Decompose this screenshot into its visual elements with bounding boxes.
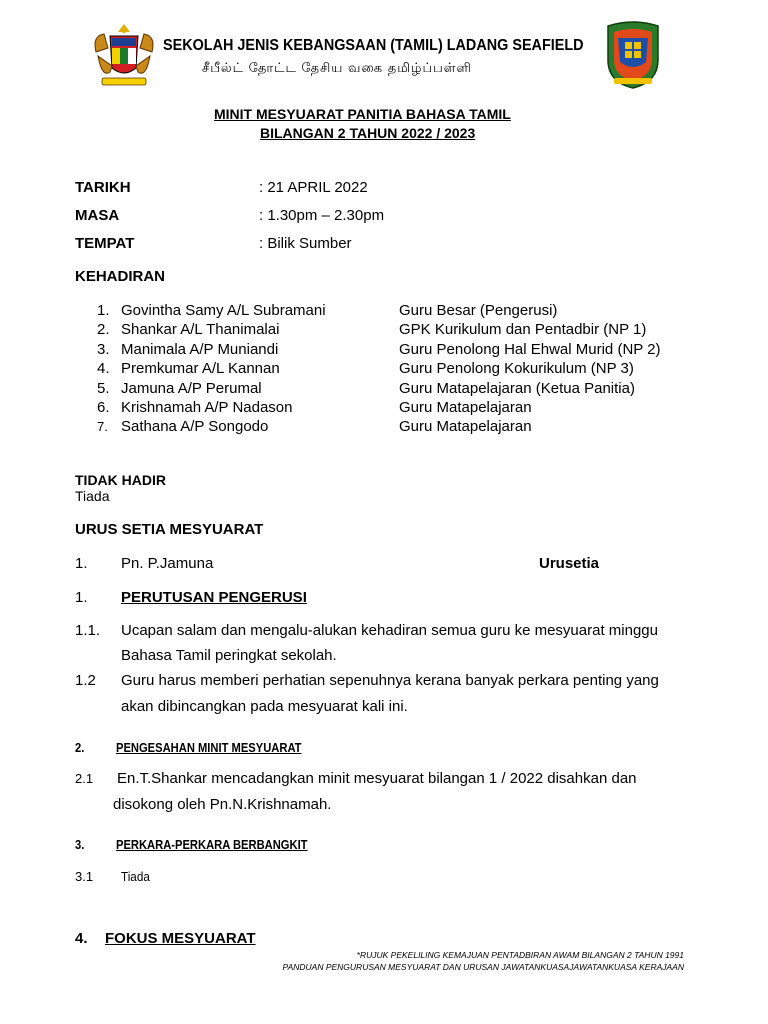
date-value: : 21 APRIL 2022 [259,179,368,196]
attendance-row [97,418,532,435]
time-label: MASA [75,207,120,224]
attendee-name: Krishnamah A/P Nadason [121,399,293,416]
attendance-row [97,341,661,358]
secretariat-number: 1. [75,555,88,572]
item-1-1-line1: Ucapan salam dan mengalu-alukan kehadiran semua guru ke mesyuarat minggu [121,622,658,639]
date-label: TARIKH [75,179,131,196]
secretariat-role: Urusetia [539,555,600,572]
attendance-row [97,380,635,397]
footer-reference-line2: PANDUAN PENGURUSAN MESYUARAT DAN URUSAN JAWATANKUASAJAWATANKUASA KERAJAAN [282,962,684,972]
attendee-role: Guru Matapelajaran (Ketua Panitia) [399,380,635,397]
row-number: 1. [97,302,110,319]
attendee-name: Premkumar A/L Kannan [121,360,280,377]
attendance-row [97,302,558,319]
attendee-role: Guru Matapelajaran [399,418,532,435]
item-2-1-number: 2.1 [75,771,94,786]
row-number: 5. [97,380,110,397]
attendance-heading: KEHADIRAN [75,268,165,285]
attendee-name: Govintha Samy A/L Subramani [121,302,326,319]
item-1-1-line2: Bahasa Tamil peringkat sekolah. [121,647,337,664]
attendee-role: Guru Matapelajaran [399,399,532,416]
attendee-role: Guru Besar (Pengerusi) [399,302,558,319]
school-name: SEKOLAH JENIS KEBANGSAAN (TAMIL) LADANG SEAFIELD [163,37,584,54]
section1-number: 1. [75,589,88,606]
venue-label: TEMPAT [75,235,135,252]
coat-of-arms-logo [88,22,160,90]
row-number: 3. [97,341,110,358]
section2-heading: PENGESAHAN MINIT MESYUARAT [116,740,302,755]
time-value: : 1.30pm – 2.30pm [259,207,385,224]
secretariat-name: Pn. P.Jamuna [121,555,214,572]
item-3-1-number: 3.1 [75,869,94,884]
row-number: 6. [97,399,110,416]
row-number: 7. [97,419,108,434]
attendee-role: GPK Kurikulum dan Pentadbir (NP 1) [399,321,647,338]
section4-heading: FOKUS MESYUARAT [105,930,256,947]
school-name-tamil: சீபீல்ட் தோட்ட தேசிய வகை தமிழ்ப்பள்ளி [202,60,472,75]
item-1-1-number: 1.1. [75,622,101,639]
section2-number: 2. [75,740,85,755]
attendance-row [97,360,634,377]
attendee-name: Sathana A/P Songodo [121,418,269,435]
item-2-1-line1: En.T.Shankar mencadangkan minit mesyuarat bilangan 1 / 2022 disahkan dan [117,770,637,787]
item-2-1-line2: disokong oleh Pn.N.Krishnamah. [113,796,332,813]
section1-heading: PERUTUSAN PENGERUSI [121,589,307,606]
section3-heading: PERKARA-PERKARA BERBANGKIT [116,837,308,852]
attendance-row [97,399,532,416]
section3-number: 3. [75,837,85,852]
attendee-name: Manimala A/P Muniandi [121,341,279,358]
absent-value: Tiada [75,488,110,504]
absent-heading: TIDAK HADIR [75,472,166,488]
row-number: 4. [97,360,110,377]
secretariat-heading: URUS SETIA MESYUARAT [75,521,264,538]
attendee-role: Guru Penolong Kokurikulum (NP 3) [399,360,634,377]
item-1-2-line2: akan dibincangkan pada mesyuarat kali ini. [121,698,408,715]
item-3-1-text: Tiada [121,869,150,884]
venue-value: : Bilik Sumber [259,235,352,252]
document-title: MINIT MESYUARAT PANITIA BAHASA TAMIL [214,106,511,122]
row-number: 2. [97,321,110,338]
item-1-2-line1: Guru harus memberi perhatian sepenuhnya kerana banyak perkara penting yang [121,672,659,689]
item-1-2-number: 1.2 [75,672,96,689]
attendee-name: Shankar A/L Thanimalai [121,321,280,338]
school-logo [604,20,662,90]
footer-reference-line1: *RUJUK PEKELILING KEMAJUAN PENTADBIRAN AWAM BILANGAN 2 TAHUN 1991 [356,950,684,960]
section4-number: 4. [75,930,88,947]
document-subtitle: BILANGAN 2 TAHUN 2022 / 2023 [260,125,476,141]
attendee-role: Guru Penolong Hal Ehwal Murid (NP 2) [399,341,661,358]
attendee-name: Jamuna A/P Perumal [121,380,262,397]
attendance-row [97,321,647,338]
